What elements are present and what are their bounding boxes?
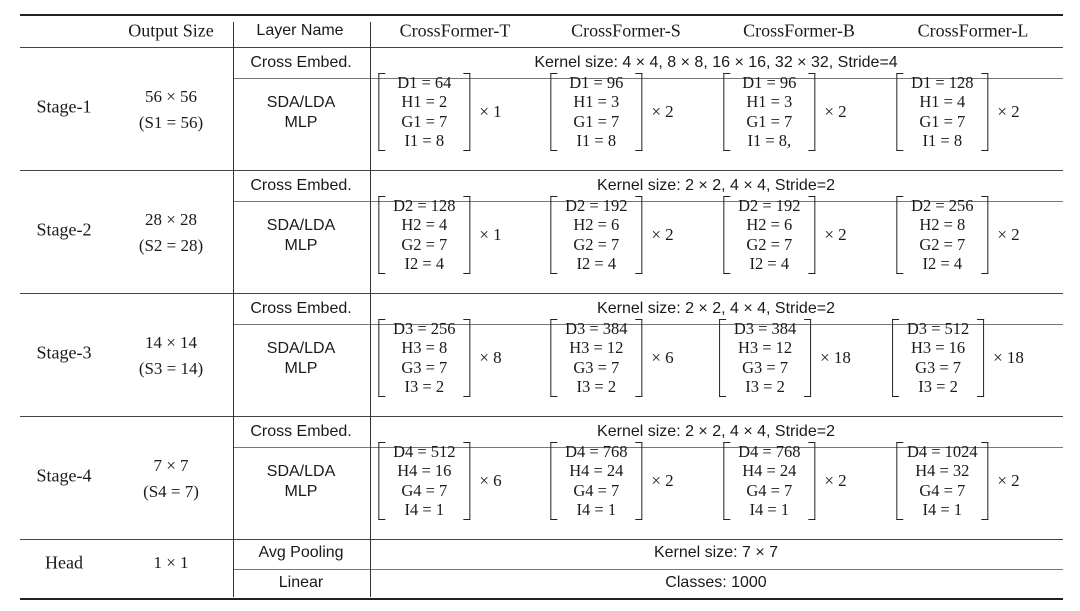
matrix-entry: G4 = 7	[746, 480, 793, 500]
stage-name: Stage-2	[36, 219, 92, 240]
matrix-bracket	[378, 319, 470, 397]
matrix-entry: H1 = 3	[746, 92, 793, 111]
stage-size-note: (S4 = 7)	[143, 482, 199, 501]
matrix-entry: I4 = 1	[749, 500, 790, 519]
cross-embed-kernel: Kernel size: 4 × 4, 8 × 8, 16 × 16, 32 × 32, Stride=4	[534, 54, 898, 71]
head-size: 1 × 1	[153, 553, 189, 572]
header-rule	[20, 47, 1063, 48]
matrix-entry: G3 = 7	[401, 357, 448, 377]
matrix-entry: I3 = 2	[918, 377, 958, 396]
stage-size-note: (S3 = 14)	[138, 359, 204, 378]
col-sep-2	[370, 22, 371, 597]
repeat-count: × 2	[651, 102, 674, 121]
cross-embed-kernel: Kernel size: 2 × 2, 4 × 4, Stride=2	[597, 423, 835, 440]
repeat-count: × 2	[651, 471, 674, 490]
matrix-entry: G3 = 7	[742, 357, 789, 377]
stage-name: Stage-3	[36, 342, 92, 363]
matrix-bracket	[723, 73, 815, 151]
config-matrix	[896, 73, 1019, 151]
matrix-entry: G4 = 7	[919, 480, 966, 500]
matrix-entry: G3 = 7	[915, 357, 962, 377]
stage-output-size: 14 × 14	[144, 333, 198, 352]
matrix-entry: D1 = 128	[911, 72, 974, 92]
matrix-bracket	[892, 319, 984, 397]
matrix-entry: D2 = 192	[565, 195, 628, 215]
matrix-entry: H2 = 4	[401, 215, 448, 234]
matrix-entry: I2 = 4	[576, 254, 617, 273]
header-model-s: CrossFormer-S	[571, 20, 681, 41]
head-name: Head	[45, 552, 83, 573]
repeat-count: × 2	[651, 225, 674, 244]
stage-size-note: (S1 = 56)	[138, 113, 204, 132]
cross-embed-label: Cross Embed.	[250, 423, 352, 440]
matrix-entry: G2 = 7	[401, 234, 448, 254]
matrix-entry: G3 = 7	[573, 357, 620, 377]
layer-label-mlp: MLP	[284, 483, 318, 500]
matrix-entry: I4 = 1	[922, 500, 963, 519]
matrix-entry: I1 = 8	[922, 131, 963, 150]
matrix-entry: I2 = 4	[404, 254, 445, 273]
matrix-bracket	[896, 73, 988, 151]
head-linear-text: Classes: 1000	[665, 574, 767, 591]
col-sep-1	[233, 22, 234, 597]
matrix-bracket	[723, 196, 815, 274]
matrix-entry: G2 = 7	[573, 234, 620, 254]
matrix-entry: H3 = 12	[737, 338, 793, 357]
matrix-entry: D4 = 512	[393, 441, 456, 461]
layer-label-mlp: MLP	[284, 360, 318, 377]
matrix-entry: H3 = 8	[401, 338, 448, 357]
stage4-end-rule	[20, 539, 1063, 540]
repeat-count: × 2	[997, 102, 1020, 121]
matrix-entry: D2 = 128	[393, 195, 456, 215]
repeat-count: × 1	[479, 102, 502, 121]
repeat-count: × 2	[824, 471, 847, 490]
matrix-entry: H2 = 6	[746, 215, 793, 234]
matrix-entry: G4 = 7	[401, 480, 448, 500]
matrix-entry: I2 = 4	[749, 254, 790, 273]
matrix-entry: I4 = 1	[576, 500, 617, 519]
matrix-entry: H3 = 12	[569, 338, 624, 357]
config-matrix	[378, 442, 501, 520]
config-matrix	[378, 196, 501, 274]
repeat-count: × 2	[997, 225, 1020, 244]
layer-label-attn: SDA/LDA	[266, 340, 336, 357]
matrix-entry: G1 = 7	[746, 111, 793, 131]
config-matrix	[378, 73, 501, 151]
config-matrix	[550, 73, 673, 151]
repeat-count: × 1	[479, 225, 502, 244]
repeat-count: × 2	[824, 102, 847, 121]
matrix-entry: H3 = 16	[910, 338, 966, 357]
matrix-entry: D4 = 768	[565, 441, 628, 461]
matrix-entry: H1 = 2	[401, 92, 448, 111]
cross-embed-kernel: Kernel size: 2 × 2, 4 × 4, Stride=2	[597, 177, 835, 194]
matrix-entry: H4 = 16	[397, 461, 452, 480]
head-pool-label: Avg Pooling	[258, 544, 344, 561]
stage-output-size: 7 × 7	[153, 456, 189, 475]
repeat-count: × 18	[993, 348, 1024, 367]
matrix-entry: G1 = 7	[573, 111, 620, 131]
matrix-entry: H4 = 32	[915, 461, 970, 480]
matrix-entry: I1 = 8	[404, 131, 445, 150]
matrix-entry: I4 = 1	[404, 500, 445, 519]
matrix-bracket	[378, 442, 470, 520]
stage-size-note: (S2 = 28)	[138, 236, 204, 255]
matrix-bracket	[378, 73, 470, 151]
head-linear-label: Linear	[278, 574, 324, 591]
config-matrix	[550, 442, 673, 520]
config-matrix	[550, 196, 673, 274]
top-rule	[20, 14, 1063, 16]
config-matrix	[723, 73, 846, 151]
matrix-entry: H1 = 4	[919, 92, 966, 111]
header-model-t: CrossFormer-T	[399, 20, 511, 41]
matrix-bracket	[723, 442, 815, 520]
matrix-bracket	[719, 319, 811, 397]
head-split-rule	[233, 569, 1063, 570]
matrix-entry: D3 = 512	[906, 318, 970, 338]
repeat-count: × 2	[997, 471, 1020, 490]
head-pool-text: Kernel size: 7 × 7	[653, 544, 779, 561]
matrix-entry: G2 = 7	[746, 234, 793, 254]
stage3-end-rule	[20, 416, 1063, 417]
matrix-entry: H2 = 8	[919, 215, 966, 234]
stage2-end-rule	[20, 293, 1063, 294]
header-layer-name: Layer Name	[256, 22, 344, 39]
matrix-entry: H4 = 24	[569, 461, 624, 480]
stage-output-size: 56 × 56	[144, 87, 198, 106]
matrix-entry: G2 = 7	[919, 234, 966, 254]
layer-label-attn: SDA/LDA	[266, 463, 336, 480]
repeat-count: × 18	[820, 348, 851, 367]
layer-label-mlp: MLP	[284, 114, 318, 131]
matrix-entry: D1 = 96	[742, 72, 797, 92]
matrix-entry: I3 = 2	[404, 377, 445, 396]
stage-output-size: 28 × 28	[144, 210, 198, 229]
config-matrix	[896, 442, 1019, 520]
cross-embed-label: Cross Embed.	[250, 54, 352, 71]
matrix-bracket	[550, 319, 642, 397]
matrix-bracket	[896, 442, 988, 520]
matrix-entry: G4 = 7	[573, 480, 620, 500]
matrix-entry: H4 = 24	[742, 461, 797, 480]
matrix-bracket	[378, 196, 470, 274]
stage-name: Stage-4	[36, 465, 92, 486]
header-output-size: Output Size	[128, 20, 214, 41]
config-matrix	[723, 442, 846, 520]
matrix-bracket	[550, 442, 642, 520]
repeat-count: × 8	[479, 348, 502, 367]
config-matrix	[896, 196, 1019, 274]
stage-name: Stage-1	[36, 96, 92, 117]
matrix-bracket	[550, 196, 642, 274]
matrix-entry: I3 = 2	[745, 377, 785, 396]
matrix-entry: D3 = 384	[733, 318, 797, 338]
layer-label-attn: SDA/LDA	[266, 217, 336, 234]
matrix-entry: D4 = 1024	[906, 441, 978, 461]
config-matrix	[892, 319, 1024, 397]
repeat-count: × 2	[824, 225, 847, 244]
matrix-entry: D3 = 384	[565, 318, 628, 338]
cross-embed-label: Cross Embed.	[250, 177, 352, 194]
matrix-entry: D2 = 256	[911, 195, 974, 215]
header-model-l: CrossFormer-L	[917, 20, 1029, 41]
header-model-b: CrossFormer-B	[743, 20, 855, 41]
matrix-entry: I3 = 2	[576, 377, 617, 396]
config-matrix	[719, 319, 851, 397]
matrix-entry: H2 = 6	[573, 215, 620, 234]
layer-label-mlp: MLP	[284, 237, 318, 254]
matrix-entry: I1 = 8	[576, 131, 617, 150]
repeat-count: × 6	[651, 348, 674, 367]
matrix-entry: D4 = 768	[738, 441, 801, 461]
matrix-entry: D3 = 256	[393, 318, 456, 338]
matrix-entry: D1 = 96	[569, 72, 624, 92]
cross-embed-kernel: Kernel size: 2 × 2, 4 × 4, Stride=2	[597, 300, 835, 317]
cross-embed-label: Cross Embed.	[250, 300, 352, 317]
matrix-entry: I1 = 8,	[747, 131, 792, 150]
matrix-entry: I2 = 4	[922, 254, 963, 273]
layer-label-attn: SDA/LDA	[266, 94, 336, 111]
matrix-entry: H1 = 3	[573, 92, 620, 111]
matrix-bracket	[896, 196, 988, 274]
repeat-count: × 6	[479, 471, 502, 490]
matrix-entry: G1 = 7	[919, 111, 966, 131]
stage1-end-rule	[20, 170, 1063, 171]
bottom-rule	[20, 598, 1063, 600]
config-matrix	[550, 319, 673, 397]
config-matrix	[723, 196, 846, 274]
config-matrix	[378, 319, 501, 397]
matrix-entry: D1 = 64	[397, 72, 452, 92]
matrix-bracket	[550, 73, 642, 151]
matrix-entry: D2 = 192	[738, 195, 801, 215]
matrix-entry: G1 = 7	[401, 111, 448, 131]
